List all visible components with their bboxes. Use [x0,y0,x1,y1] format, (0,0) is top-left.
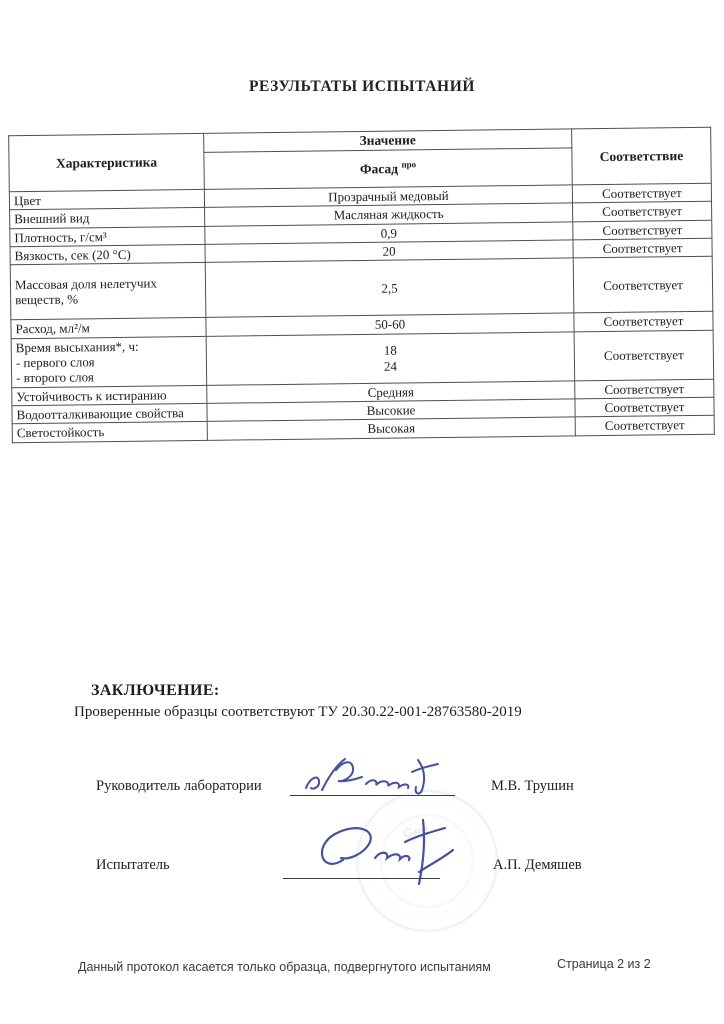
svg-text:· · · ·: · · · · [400,889,418,898]
row-characteristic [11,336,207,387]
row-characteristic: Устойчивость к истиранию [12,385,207,406]
stamp-text: Gert [402,822,430,841]
row-characteristic: Внешний вид [10,208,205,229]
row-characteristic: Цвет [9,189,204,210]
row-value: Прозрачный медовый [204,185,572,208]
row-characteristic: Плотность, г/см³ [10,226,205,247]
signature-name: А.П. Демяшев [493,857,582,873]
row-value: Высокие [207,399,575,422]
row-conformity: Соответствует [574,330,714,381]
row-value: Масляная жидкость [205,203,573,226]
signature-trushin-ink [300,748,470,803]
row-value: 0,9 [205,221,573,244]
signature-role-label: Руководитель лаборатории [96,778,262,794]
row-conformity: Соответствует [574,311,713,331]
row-conformity: Соответствует [572,183,711,203]
row-value [206,331,575,384]
row-conformity: Соответствует [573,201,712,221]
table-row [10,256,713,320]
header-characteristic: Характеристика [9,133,205,191]
row-value: Высокая [207,417,575,440]
characteristic-line-2: - первого слоя [15,354,95,371]
row-conformity: Соответствует [575,415,714,435]
conclusion-heading: ЗАКЛЮЧЕНИЕ: [91,682,220,699]
value-line-2: 24 [383,358,398,374]
characteristic-line-3: - второго слоя [16,369,94,386]
row-characteristic: Водоотталкивающие свойства [12,403,207,424]
signature-role-label: Испытатель [96,857,170,873]
row-conformity: Соответствует [573,238,712,258]
header-product [204,148,572,189]
signature-name: М.В. Трушин [491,778,574,794]
results-table-wrap [8,127,714,443]
product-superscript: про [401,159,417,170]
footer-note: Данный протокол касается только образца, подвергнутого испытаниям [78,960,491,974]
row-value: 50-60 [206,313,574,336]
row-characteristic: Расход, мл²/м [11,318,206,339]
row-conformity: Соответствует [573,256,713,313]
page-title: РЕЗУЛЬТАТЫ ИСПЫТАНИЙ [248,78,476,95]
table-row [11,330,714,388]
results-table [8,127,715,443]
row-characteristic: Светостойкость [12,422,207,443]
row-conformity: Соответствует [573,220,712,240]
row-conformity: Соответствует [575,379,714,399]
product-label: Фасад [359,161,399,177]
row-characteristic: Массовая доля нелетучих веществ, % [10,263,206,320]
signature-demyashev-ink [305,812,480,892]
header-conformity: Соответствие [572,127,712,185]
row-value: 2,5 [205,258,574,317]
footer-page-indicator: Страница 2 из 2 [557,957,651,971]
row-value: 20 [205,240,573,263]
row-value: Средняя [207,380,575,403]
svg-text:· · · · · ·: · · · · · · [392,869,420,878]
row-conformity: Соответствует [575,397,714,417]
conclusion-text: Проверенные образцы соответствуют ТУ 20.30.22-001-28763580-2019 [74,704,522,720]
characteristic-line-1: Время высыхания*, ч: [15,338,139,355]
header-value-group: Значение [204,129,572,152]
conclusion-section [74,682,644,721]
row-characteristic: Вязкость, сек (20 °C) [10,244,205,265]
value-line-1: 18 [383,342,397,358]
